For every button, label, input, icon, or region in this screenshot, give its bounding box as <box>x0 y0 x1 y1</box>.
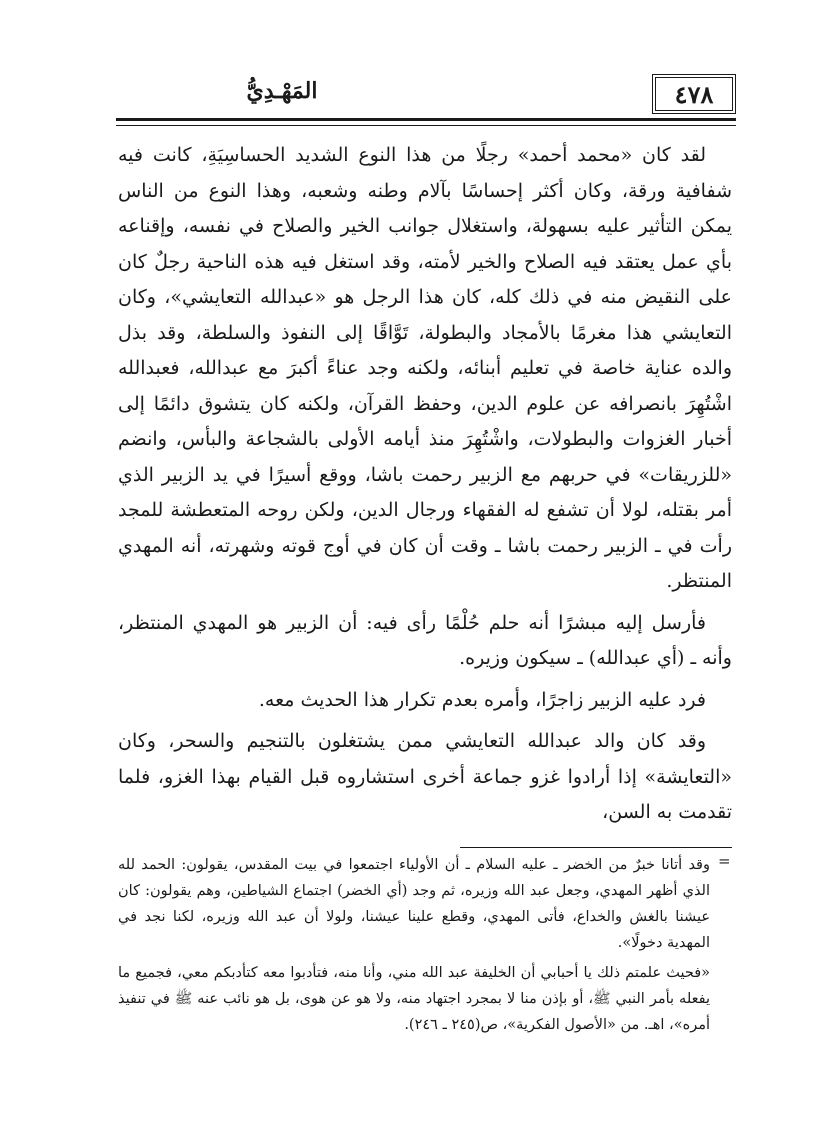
paragraph-3: فرد عليه الزبير زاجرًا، وأمره بعدم تكرار هذا الحديث معه. <box>258 688 706 711</box>
header-rule-thick <box>116 118 736 121</box>
paragraph-4: وقد كان والد عبدالله التعايشي ممن يشتغلون بالتنجيم والسحر، وكان «التعايشة» إذا أرادوا غزو جماعة أخرى استشاروه قبل القيام بهذا الغزو، فلما تقدمت به السن، <box>118 730 732 823</box>
running-title: المَهْـدِيُّ <box>246 78 318 104</box>
footnote-paragraph-2: «فحيث علمتم ذلك يا أحبابي أن الخليفة عبد الله مني، وأنا منه، فتأدبوا معه كتأدبكم معي، فجميع ما يفعله بأمر النبي ﷺ، أو بإذن منا لا بمجرد اجتهاد منه، ولا هو عن هوى، بل هو نائب عنه ﷺ في تنفيذ أمره»، اهـ. من «الأصول الفكرية»، ص(٢٤٥ ـ ٢٤٦). <box>118 965 710 1033</box>
footnote-continuation-marker: = <box>718 852 731 870</box>
footnote-separator <box>460 847 732 848</box>
paragraph-2: فأرسل إليه مبشرًا أنه حلم حُلْمًا رأى فيه: أن الزبير هو المهدي المنتظر، وأنه ـ (أي عبدالله) ـ سيكون وزيره. <box>118 611 732 669</box>
paragraph-1: لقد كان «محمد أحمد» رجلًا من هذا النوع الشديد الحساسِيَةِ، كانت فيه شفافية ورقة، وكان أكثر إحساسًا بآلام وطنه وشعبه، وهذا النوع من الناس يمكن التأثير عليه بسهولة، واستغلال جوانب الخير والصلاح في نفسه، وإقناعه بأي عمل يعتقد فيه الصلاح والخير لأمته، وقد استغل فيه هذه الناحية رجلٌ كان على النقيض منه في ذلك كله، كان هذا الرجل هو «عبدالله التعايشي»، وكان التعايشي هذا مغرمًا بالأمجاد والبطولة، تَوَّاقًا إلى النفوذ والسلطة، وقد بذل والده عناية خاصة في تعليم أبنائه، ولكنه وجد عناءً أكبرَ مع عبدالله، فعبدالله اشْتُهِرَ بانصرافه عن علوم الدين، وحفظ القرآن، ولكنه كان يتشوق دائمًا إلى أخبار الغزوات والبطولات، واشْتُهِرَ منذ أيامه الأولى بالشجاعة والبأس، وانضم «للزريقات» في حربهم مع الزبير رحمت باشا، ووقع أسيرًا في يد الزبير الذي أمر بقتله، لولا أن تشفع له الفقهاء ورجال الدين، ولكن روحه المتعطشة للمجد رأت في ـ الزبير رحمت باشا ـ وقت أن كان في أوج قوته وشهرته، أنه المهدي المنتظر. <box>118 144 732 592</box>
footnote-paragraph-1: وقد أتانا خبرٌ من الخضر ـ عليه السلام ـ أن الأولياء اجتمعوا في بيت المقدس، يقولون: الحمد لله الذي أظهر المهدي، وجعل عبد الله وزيره، ثم وجد (أي الخضر) اجتماع الشياطين، وهم يقولون: كان عيشنا بالغش والخداع، فأتى المهدي، وقطع علينا عيشنا، ولولا أن عبد الله وزيره، لكنا نجد في المهدية دخولًا». <box>118 857 710 951</box>
header-rule-thin <box>116 125 736 126</box>
page-number: ٤٧٨ <box>652 74 736 114</box>
footnote <box>118 852 710 1038</box>
main-text <box>118 138 732 831</box>
